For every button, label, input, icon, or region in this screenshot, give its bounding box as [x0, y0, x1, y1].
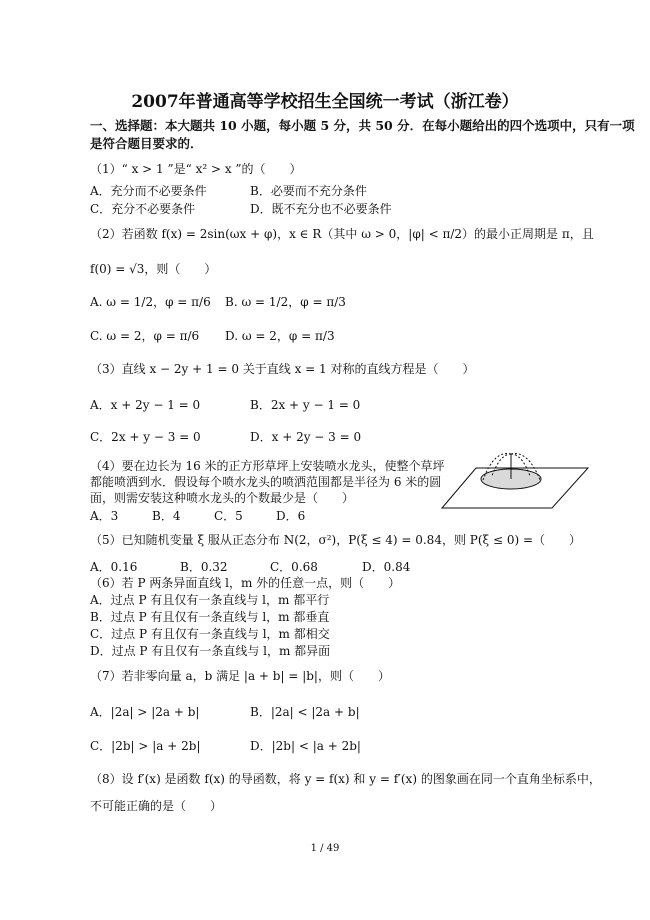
q4-option-d: D．6 [276, 509, 306, 523]
q3-option-a: A．x + 2y − 1 = 0 [90, 398, 201, 412]
q2-option-d: D. ω = 2，φ = π/3 [225, 329, 335, 343]
q4-option-c: C．5 [214, 509, 243, 523]
q3-stem: （3）直线 x − 2y + 1 = 0 关于直线 x = 1 对称的直线方程是（ ） [90, 362, 475, 376]
page-number: 1 / 49 [310, 843, 340, 854]
q2-option-a: A. ω = 1/2，φ = π/6 [90, 295, 211, 309]
q4-stem-line2: 都能喷洒到水．假设每个喷水龙头的喷洒范围都是半径为 6 米的圆 [90, 475, 442, 489]
section-heading-line1: 一、选择题：本大题共 10 小题，每小题 5 分，共 50 分．在每小题给出的四个选项中，只有一项 [90, 118, 635, 133]
q5-option-d: D．0.84 [362, 560, 411, 574]
q5-stem: （5）已知随机变量 ξ 服从正态分布 N(2，σ²)，P(ξ ≤ 4) = 0.84，则 P(ξ ≤ 0) =（ ） [90, 533, 582, 547]
q5-option-b: B．0.32 [180, 560, 228, 574]
q2-stem-line2: f(0) = √3，则（ ） [90, 262, 217, 276]
q8-stem-line2: 不可能正确的是（ ） [90, 799, 223, 813]
q5-option-c: C．0.68 [270, 560, 318, 574]
q7-stem: （7）若非零向量 a，b 满足 |a + b| = |b|，则（ ） [90, 669, 390, 683]
q1-stem: （1）“ x > 1 ”是“ x² > x ”的（ ） [90, 162, 302, 176]
q8-stem-line1: （8）设 f′(x) 是函数 f(x) 的导函数，将 y = f(x) 和 y = f′(x) 的图象画在同一个直角坐标系中， [90, 772, 601, 786]
q7-option-a: A．|2a| > |2a + b| [90, 705, 200, 719]
sprinkler-lawn-figure [440, 446, 590, 514]
q6-option-a: A．过点 P 有且仅有一条直线与 l，m 都平行 [90, 593, 330, 607]
q1-option-c: C．充分不必要条件 [90, 202, 196, 216]
q2-option-b: B. ω = 1/2，φ = π/3 [225, 295, 346, 309]
q2-option-c: C. ω = 2，φ = π/6 [90, 329, 200, 343]
q4-stem-line3: 面，则需安装这种喷水龙头的个数最少是（ ） [90, 491, 355, 505]
q1-option-d: D．既不充分也不必要条件 [250, 202, 392, 216]
q4-option-a: A．3 [90, 509, 119, 523]
q6-stem: （6）若 P 两条异面直线 l，m 外的任意一点，则（ ） [90, 576, 401, 590]
page-title: 2007年普通高等学校招生全国统一考试（浙江卷） [131, 92, 519, 112]
q6-option-c: C．过点 P 有且仅有一条直线与 l，m 都相交 [90, 627, 330, 641]
q7-option-d: D．|2b| < |a + 2b| [250, 739, 361, 753]
q1-option-a: A．充分而不必要条件 [90, 184, 207, 198]
q7-option-b: B．|2a| < |2a + b| [250, 705, 360, 719]
q2-stem-line1: （2）若函数 f(x) = 2sin(ωx + φ)，x ∈ R（其中 ω > 0，|φ| < π/2）的最小正周期是 π，且 [90, 227, 594, 241]
q4-option-b: B．4 [152, 509, 181, 523]
q7-option-c: C．|2b| > |a + 2b| [90, 739, 201, 753]
q3-option-d: D．x + 2y − 3 = 0 [250, 430, 362, 444]
q6-option-d: D．过点 P 有且仅有一条直线与 l，m 都异面 [90, 644, 331, 658]
q1-option-b: B．必要而不充分条件 [250, 184, 367, 198]
q3-option-b: B．2x + y − 1 = 0 [250, 398, 361, 412]
q6-option-b: B．过点 P 有且仅有一条直线与 l，m 都垂直 [90, 610, 330, 624]
q5-option-a: A．0.16 [90, 560, 138, 574]
section-heading-line2: 是符合题目要求的． [90, 136, 203, 151]
q3-option-c: C．2x + y − 3 = 0 [90, 430, 201, 444]
q4-stem-line1: （4）要在边长为 16 米的正方形草坪上安装喷水龙头，使整个草坪 [90, 459, 445, 473]
